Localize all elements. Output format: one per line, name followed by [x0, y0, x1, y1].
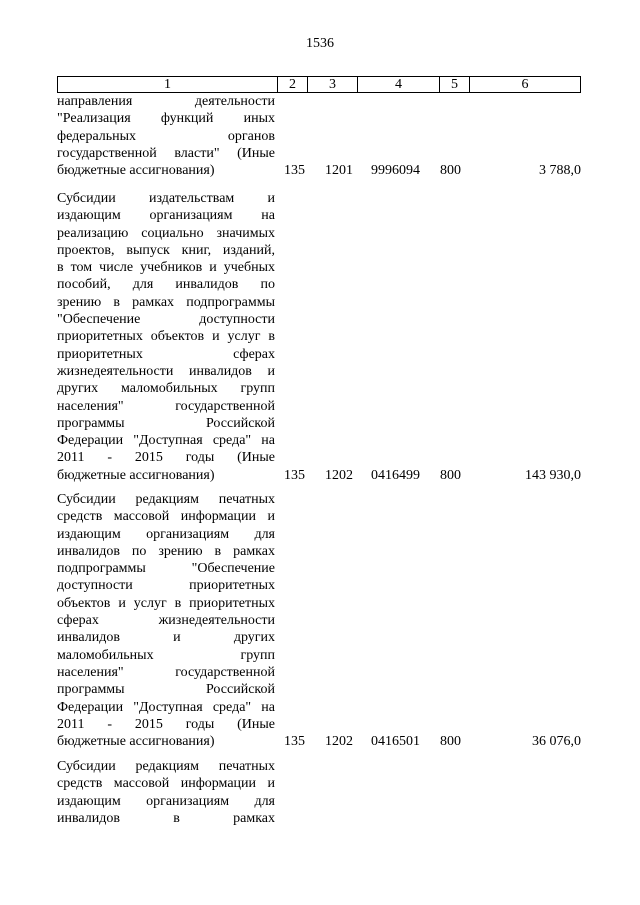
- desc-line: Субсидии редакциям печатных: [57, 759, 275, 774]
- table-row: [57, 93, 581, 179]
- table-header: [57, 76, 581, 93]
- row-codes: [57, 733, 581, 750]
- table-row: [57, 190, 581, 484]
- vr-code: 800: [440, 467, 461, 483]
- amount: 3 788,0: [539, 163, 581, 179]
- ved-code: 135: [284, 734, 305, 750]
- desc-line: средств массовой информации и: [57, 776, 275, 792]
- row-codes: [57, 162, 581, 179]
- desc-line: "Обеспечение доступности: [57, 312, 275, 328]
- desc-line: пособий, для инвалидов по: [57, 277, 275, 293]
- desc-line: реализацию социально значимых: [57, 225, 275, 241]
- vr-code: 800: [440, 163, 461, 179]
- desc-line: инвалидов и других: [57, 630, 275, 646]
- ved-code: 135: [284, 163, 305, 179]
- desc-line: инвалидов по зрению в рамках: [57, 543, 275, 559]
- csr-code: 0416501: [371, 734, 420, 750]
- desc-line: издающим организациям для: [57, 526, 275, 542]
- desc-line: издающим организациям для: [57, 793, 275, 809]
- desc-line: программы Российской: [57, 682, 275, 698]
- desc-line: бюджетные ассигнования): [57, 467, 215, 483]
- desc-line: бюджетные ассигнования): [57, 163, 215, 179]
- table-row: [57, 758, 581, 827]
- desc-line: Федерации "Доступная среда" на: [57, 699, 275, 715]
- desc-line: маломобильных групп: [57, 647, 275, 663]
- amount: 143 930,0: [525, 467, 581, 483]
- desc-line: приоритетных объектов и услуг в: [57, 329, 275, 345]
- desc-line: подпрограммы "Обеспечение: [57, 561, 275, 577]
- vr-code: 800: [440, 734, 461, 750]
- rz-code: 1202: [325, 467, 353, 483]
- desc-line: населения" государственной: [57, 398, 275, 414]
- ved-code: 135: [284, 467, 305, 483]
- desc-line: средств массовой информации и: [57, 509, 275, 525]
- desc-line: бюджетные ассигнования): [57, 734, 215, 750]
- header-col-6: 6: [521, 77, 529, 92]
- desc-line: федеральных органов: [57, 128, 275, 144]
- desc-line: Субсидии издательствам и: [57, 191, 275, 206]
- desc-line: 2011 - 2015 годы (Иные: [57, 716, 275, 732]
- csr-code: 9996094: [371, 163, 420, 179]
- rz-code: 1202: [325, 734, 353, 750]
- header-col-5: 5: [440, 77, 470, 92]
- desc-line: жизнедеятельности инвалидов и: [57, 363, 275, 379]
- csr-code: 0416499: [371, 467, 420, 483]
- desc-line: издающим организациям на: [57, 208, 275, 224]
- row-description: [57, 491, 275, 750]
- desc-line: объектов и услуг в приоритетных: [57, 595, 275, 611]
- header-col-2: 2: [278, 77, 308, 92]
- row-description: [57, 758, 275, 827]
- header-col-1: 1: [58, 77, 278, 92]
- header-col-4: 4: [358, 77, 440, 92]
- desc-line: направления деятельности: [57, 94, 275, 109]
- desc-line: доступности приоритетных: [57, 578, 275, 594]
- row-description: [57, 190, 275, 484]
- amount: 36 076,0: [532, 734, 581, 750]
- desc-line: Федерации "Доступная среда" на: [57, 433, 275, 449]
- desc-line: в том числе учебников и учебных: [57, 260, 275, 276]
- table-row: [57, 491, 581, 750]
- desc-line: инвалидов в рамках: [57, 810, 275, 826]
- rz-code: 1201: [325, 163, 353, 179]
- header-col-3: 3: [308, 77, 358, 92]
- desc-line: программы Российской: [57, 415, 275, 431]
- page-number: 1536: [306, 36, 334, 51]
- desc-line: проектов, выпуск книг, изданий,: [57, 242, 275, 258]
- row-codes: [57, 467, 581, 484]
- desc-line: государственной власти" (Иные: [57, 145, 275, 161]
- desc-line: других маломобильных групп: [57, 381, 275, 397]
- desc-line: сферах жизнедеятельности: [57, 613, 275, 629]
- desc-line: 2011 - 2015 годы (Иные: [57, 450, 275, 466]
- desc-line: приоритетных сферах: [57, 346, 275, 362]
- desc-line: "Реализация функций иных: [57, 111, 275, 127]
- desc-line: населения" государственной: [57, 664, 275, 680]
- desc-line: Субсидии редакциям печатных: [57, 492, 275, 507]
- desc-line: зрению в рамках подпрограммы: [57, 294, 275, 310]
